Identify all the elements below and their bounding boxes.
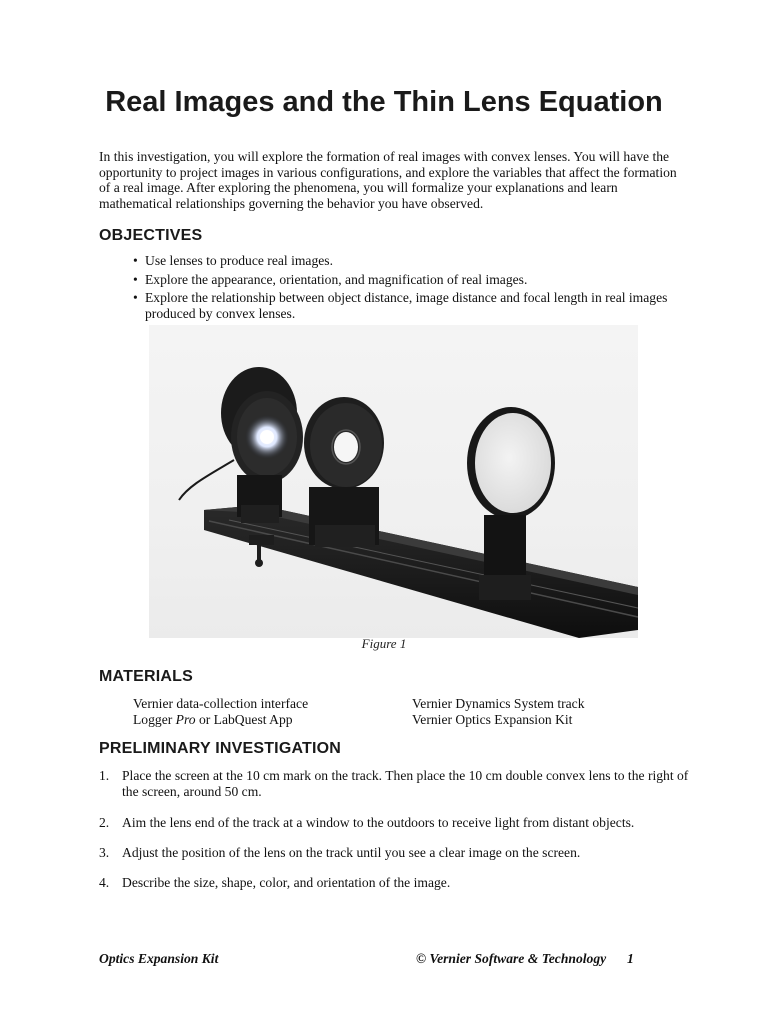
material-item: Vernier data-collection interface <box>133 696 309 711</box>
objective-text: Explore the relationship between object distance, image distance and focal length in real images produced by convex lenses. <box>145 290 668 321</box>
material-item: Vernier Optics Expansion Kit <box>412 711 573 727</box>
step-text: Place the screen at the 10 cm mark on the track. Then place the 10 cm double convex lens to the right of the screen, around 50 cm. <box>122 768 689 799</box>
materials-left-column <box>133 696 308 727</box>
step-number: 1. <box>99 768 110 783</box>
material-item <box>133 712 308 728</box>
material-item: Vernier Dynamics System track <box>412 696 585 711</box>
bullet-glyph: • <box>133 271 138 287</box>
material-item-prefix: Logger <box>133 711 176 727</box>
page-title: Real Images and the Thin Lens Equation <box>105 86 663 118</box>
objective-text: Explore the appearance, orientation, and magnification of real images. <box>145 271 528 287</box>
optics-bench-illustration <box>149 325 638 638</box>
list-item <box>133 272 678 288</box>
bullet-glyph: • <box>133 290 138 306</box>
bullet-glyph: • <box>133 253 138 268</box>
material-item-italic: Pro <box>175 711 196 727</box>
list-item <box>133 290 678 321</box>
materials-heading: MATERIALS <box>99 668 193 685</box>
footer-kit-name: Optics Expansion Kit <box>99 951 219 966</box>
preliminary-heading: PRELIMINARY INVESTIGATION <box>99 740 342 757</box>
step-number: 2. <box>99 815 110 830</box>
figure-caption: Figure 1 <box>361 636 407 651</box>
list-item <box>133 253 678 269</box>
materials-right-column <box>412 696 585 727</box>
objectives-list <box>133 253 678 324</box>
step-number: 4. <box>99 875 110 890</box>
footer-copyright <box>416 951 634 967</box>
objectives-heading: OBJECTIVES <box>99 227 203 244</box>
step-text: Adjust the position of the lens on the track until you see a clear image on the screen. <box>122 845 581 860</box>
step-text: Aim the lens end of the track at a window to the outdoors to receive light from distant objects. <box>122 815 635 830</box>
footer-copyright-text: © Vernier Software & Technology <box>416 951 607 966</box>
optics-photo <box>149 325 638 638</box>
objective-text: Use lenses to produce real images. <box>145 253 333 268</box>
intro-paragraph: In this investigation, you will explore the formation of real images with convex lenses. You will have the opportunity to project images in various configurations, and explore the variables that affect the formation of a real image. After exploring the phenomena, you will formalize your explanations and learn mathematical relationships governing the behavior you have observed. <box>99 149 677 211</box>
step-number: 3. <box>99 845 110 860</box>
page-number: 1 <box>626 951 634 966</box>
material-item-suffix: or LabQuest App <box>195 711 293 727</box>
step-text: Describe the size, shape, color, and orientation of the image. <box>122 875 451 890</box>
